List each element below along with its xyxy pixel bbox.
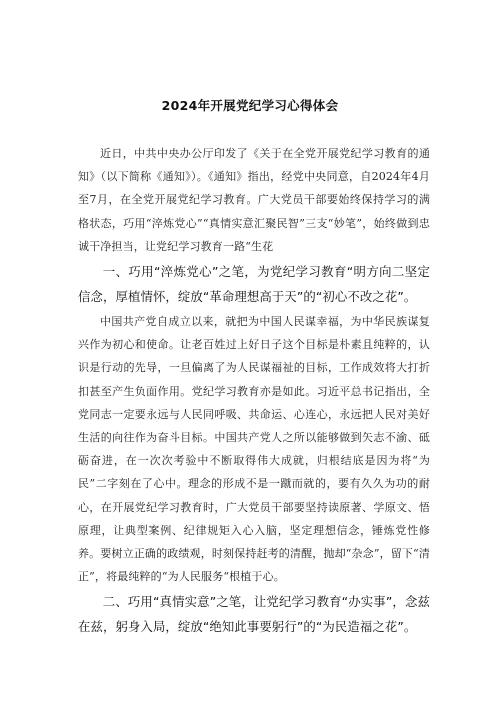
intro-paragraph: 近日，中共中央办公厅印发了《关于在全党开展党纪学习教育的通知》（以下简称《通知》）。《通知》指出，经党中央同意，自2024年4月至7月，在全党开展党纪学习教育。广大党员干部要始终保持学习的满格状态，巧用“淬炼党心”“真情实意汇聚民智”三支“妙笔”，始终做到忠诚干净担当，让党纪学习教育一路“生花 (78, 147, 430, 253)
document-body (78, 142, 430, 639)
section-heading-1: 一、巧用“淬炼党心”之笔，为党纪学习教育“明方向二坚定信念，厚植情怀，绽放“革命理想高于天”的“初心不改之花”。 (78, 264, 430, 305)
document-title: 2024年开展党纪学习心得体会 (161, 98, 339, 113)
section-heading-2: 二、巧用“真情实意”之笔，让党纪学习教育“办实事”，念兹在兹，躬身入局，绽放“绝知此事要躬行”的“为民造福之花”。 (78, 594, 430, 635)
section-1-paragraph: 中国共产党自成立以来，就把为中国人民谋幸福，为中华民族谋复兴作为初心和使命。让老百姓过上好日子这个目标是朴素且纯粹的，认识是行动的先导，一旦偏离了为人民谋福祉的目标，工作成效将大打折扣甚至产生负面作用。党纪学习教育亦是如此。习近平总书记指出，全党同志一定要永远与人民同呼吸、共命运、心连心，永远把人民对美好生活的向往作为奋斗目标。中国共产党人之所以能够做到矢志不渝、砥砺奋进，在一次次考验中不断取得伟大成就，归根结底是因为将“为民”二字刻在了心中。理念的形成不是一蹴而就的，要有久久为功的耐心，在开展党纪学习教育时，广大党员干部要坚持读原著、学原文、悟原理，让典型案例、纪律规矩入心入脑，坚定理想信念，锤炼党性修养。要树立正确的政绩观，时刻保持赶考的清醒，抛却“杂念”，留下“清正”，将最纯粹的“为人民服务“根植于心。 (78, 315, 430, 584)
